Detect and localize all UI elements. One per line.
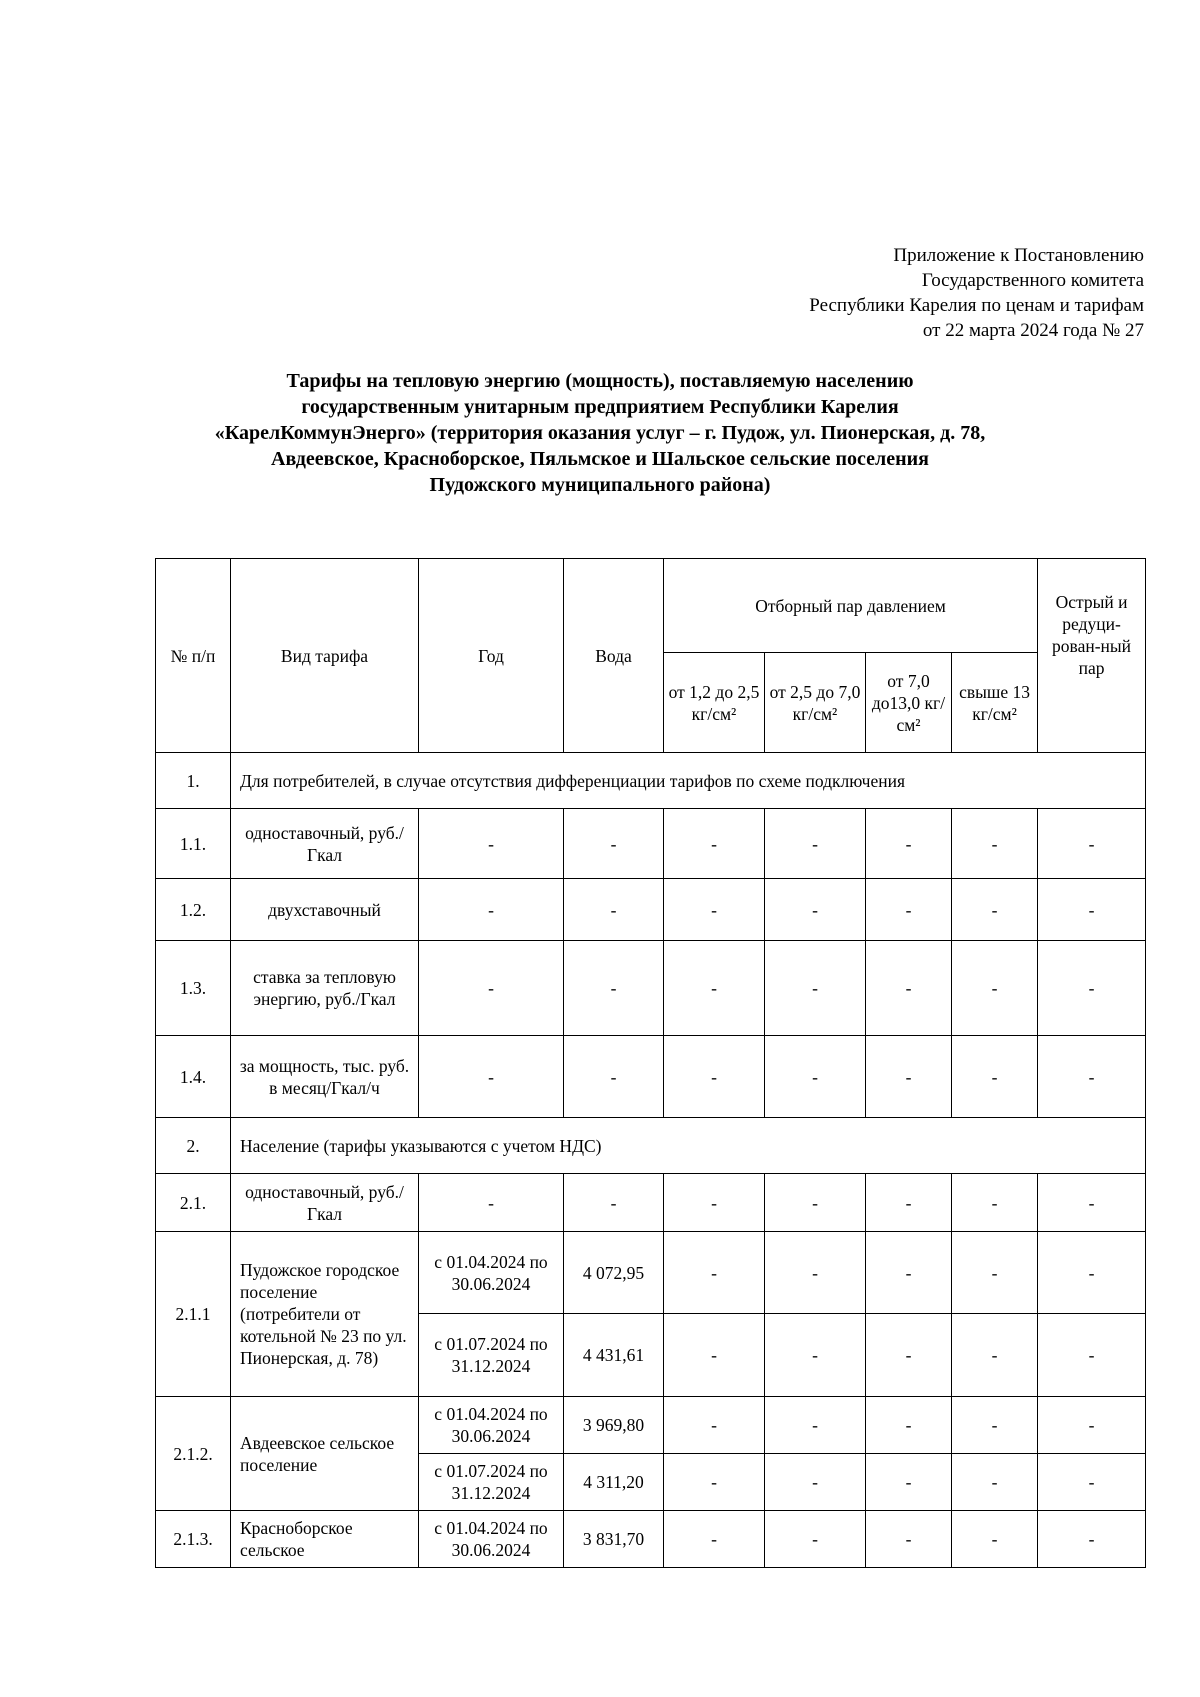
water-value: 4 431,61 [564,1314,664,1397]
row-label: за мощность, тыс. руб. в месяц/Гкал/ч [231,1036,419,1118]
row-num: 1.2. [156,879,231,941]
cell-value: - [866,1232,952,1314]
row-label: Красноборское сельское [231,1511,419,1568]
table-row [156,809,1146,879]
cell-value: - [664,1454,765,1511]
cell-value: - [866,1036,952,1118]
cell-value: - [952,1511,1038,1568]
cell-value: - [664,879,765,941]
header-pressure-3: от 7,0 до13,0 кг/см² [866,653,952,753]
table-row [156,1174,1146,1232]
table-row [156,879,1146,941]
row-num: 2.1.3. [156,1511,231,1568]
table-row [156,941,1146,1036]
cell-value: - [664,941,765,1036]
cell-value: - [866,1454,952,1511]
header-water: Вода [564,559,664,753]
water-value: 3 831,70 [564,1511,664,1568]
header-sharp-steam: Острый и редуци-рован-ный пар [1038,559,1146,753]
cell-value: - [419,809,564,879]
title-line: Пудожского муниципального района) [429,474,771,496]
header-year: Год [419,559,564,753]
cell-value: - [952,809,1038,879]
cell-value: - [866,809,952,879]
table-row [156,1511,1146,1568]
period-cell: с 01.07.2024 по 31.12.2024 [419,1454,564,1511]
row-label: двухставочный [231,879,419,941]
cell-value: - [564,879,664,941]
cell-value: - [564,1174,664,1232]
period-cell: с 01.04.2024 по 30.06.2024 [419,1232,564,1314]
cell-value: - [564,1036,664,1118]
section-label: Население (тарифы указываются с учетом НДС) [231,1118,1146,1174]
header-pressure-1: от 1,2 до 2,5 кг/см² [664,653,765,753]
cell-value: - [664,1314,765,1397]
cell-value: - [1038,1314,1146,1397]
row-num: 2.1.2. [156,1397,231,1511]
cell-value: - [419,1174,564,1232]
cell-value: - [952,879,1038,941]
cell-value: - [419,879,564,941]
row-num: 1.1. [156,809,231,879]
section-row [156,753,1146,809]
period-cell: с 01.04.2024 по 30.06.2024 [419,1397,564,1454]
cell-value: - [952,1174,1038,1232]
cell-value: - [866,1511,952,1568]
cell-value: - [664,1397,765,1454]
title-line: Авдеевское, Красноборское, Пяльмское и Шальское сельские поселения [271,448,929,470]
water-value: 4 072,95 [564,1232,664,1314]
annex-block [624,243,1144,343]
header-num: № п/п [156,559,231,753]
cell-value: - [765,941,866,1036]
cell-value: - [765,1174,866,1232]
cell-value: - [952,1397,1038,1454]
cell-value: - [952,1036,1038,1118]
row-num: 2.1. [156,1174,231,1232]
cell-value: - [419,1036,564,1118]
row-num: 2.1.1 [156,1232,231,1397]
cell-value: - [952,941,1038,1036]
cell-value: - [664,1232,765,1314]
header-pressure-2: от 2,5 до 7,0 кг/см² [765,653,866,753]
title-line: «КарелКоммунЭнерго» (территория оказания услуг – г. Пудож, ул. Пионерская, д. 78, [214,422,986,444]
row-label: ставка за тепловую энергию, руб./Гкал [231,941,419,1036]
cell-value: - [952,1232,1038,1314]
water-value: 4 311,20 [564,1454,664,1511]
cell-value: - [866,941,952,1036]
cell-value: - [1038,1454,1146,1511]
water-value: 3 969,80 [564,1397,664,1454]
header-type: Вид тарифа [231,559,419,753]
cell-value: - [564,809,664,879]
row-num: 1.4. [156,1036,231,1118]
title-line: государственным унитарным предприятием Республики Карелия [301,396,899,418]
cell-value: - [765,1232,866,1314]
document-title [150,368,1050,498]
cell-value: - [765,1314,866,1397]
annex-line: от 22 марта 2024 года № 27 [922,320,1144,341]
period-cell: с 01.04.2024 по 30.06.2024 [419,1511,564,1568]
cell-value: - [1038,879,1146,941]
cell-value: - [952,1314,1038,1397]
annex-line: Республики Карелия по ценам и тарифам [809,295,1144,316]
cell-value: - [866,1314,952,1397]
cell-value: - [765,1511,866,1568]
cell-value: - [1038,1232,1146,1314]
table-row [156,1036,1146,1118]
row-label: одноставочный, руб./Гкал [231,809,419,879]
cell-value: - [1038,1511,1146,1568]
row-num: 1. [156,753,231,809]
cell-value: - [952,1454,1038,1511]
cell-value: - [1038,941,1146,1036]
section-row [156,1118,1146,1174]
cell-value: - [664,809,765,879]
cell-value: - [1038,1174,1146,1232]
header-steam: Отборный пар давлением [664,559,1038,653]
cell-value: - [664,1174,765,1232]
cell-value: - [866,879,952,941]
cell-value: - [564,941,664,1036]
cell-value: - [1038,1397,1146,1454]
annex-line: Приложение к Постановлению [893,245,1144,266]
row-label: одноставочный, руб./Гкал [231,1174,419,1232]
cell-value: - [1038,809,1146,879]
cell-value: - [866,1174,952,1232]
title-line: Тарифы на тепловую энергию (мощность), поставляемую населению [286,370,914,392]
cell-value: - [866,1397,952,1454]
cell-value: - [664,1511,765,1568]
table-row [156,1397,1146,1454]
section-label: Для потребителей, в случае отсутствия дифференциации тарифов по схеме подключения [231,753,1146,809]
cell-value: - [765,809,866,879]
table-row [156,1232,1146,1314]
cell-value: - [765,1454,866,1511]
header-row [156,559,1146,653]
header-pressure-4: свыше 13 кг/см² [952,653,1038,753]
row-num: 1.3. [156,941,231,1036]
row-label: Пудожское городское поселение (потребители от котельной № 23 по ул. Пионерская, д. 78) [231,1232,419,1397]
period-cell: с 01.07.2024 по 31.12.2024 [419,1314,564,1397]
cell-value: - [765,879,866,941]
tariff-table [155,558,1146,1568]
cell-value: - [1038,1036,1146,1118]
row-label: Авдеевское сельское поселение [231,1397,419,1511]
cell-value: - [419,941,564,1036]
cell-value: - [765,1397,866,1454]
annex-line: Государственного комитета [921,270,1144,291]
cell-value: - [664,1036,765,1118]
cell-value: - [765,1036,866,1118]
row-num: 2. [156,1118,231,1174]
